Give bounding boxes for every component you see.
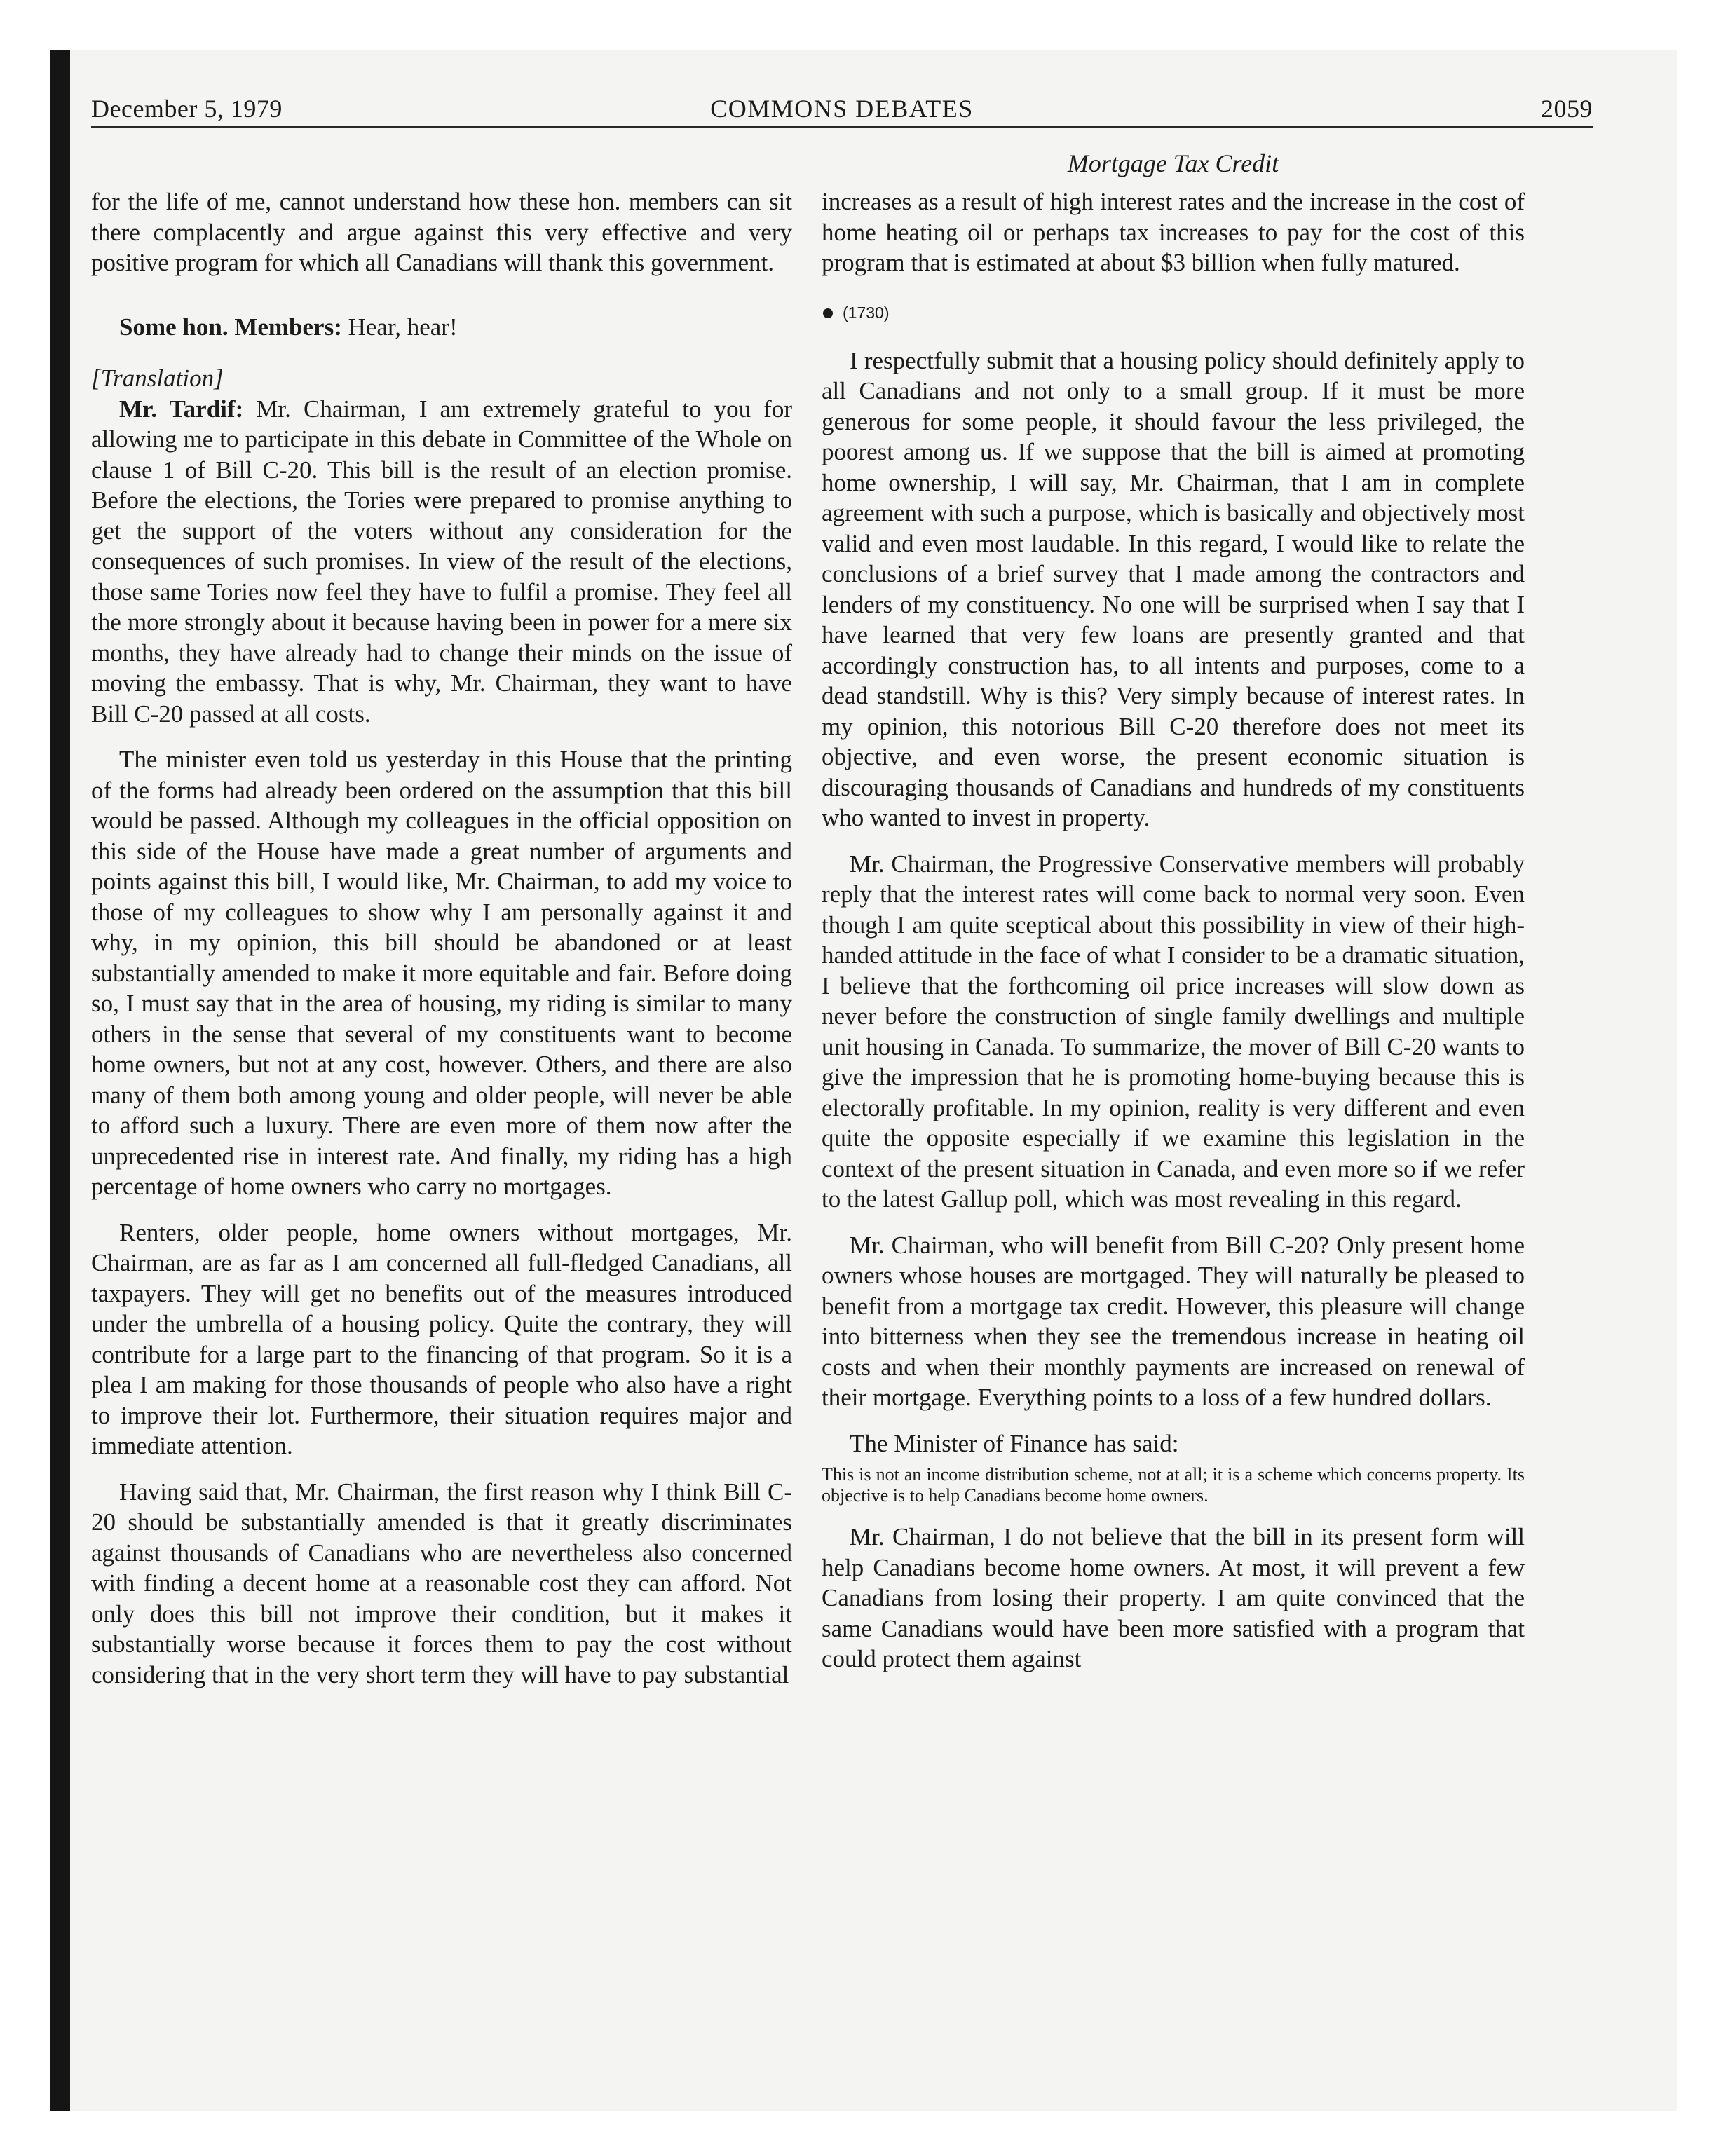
paragraph: The minister even told us yesterday in this House that the printing of the forms had already been ordered on the assumption that this bill would be passed. Although my colleagues in the official opposition on this side of the House have made a great number of arguments and points against this bill, I would like, Mr. Chairman, to add my voice to those of my colleagues to show why I am personally against it and why, in my opinion, this bill should be abandoned or at least substantially amended to make it more equitable and fair. Before doing so, I must say that in the area of housing, my riding is similar to many others in the sense that several of my constituents want to become home owners, but not at any cost, however. Others, and there are also many of them both among young and older people, will never be able to afford such a luxury. There are even more of them now after the unprecedented rise in interest rate. And finally, my riding has a high percentage of home owners who carry no mortgages. (91, 746, 792, 1200)
header-page-number: 2059 (1541, 95, 1593, 123)
page-header (91, 94, 1593, 126)
translation-tag: [Translation] (91, 364, 224, 392)
paragraph: Mr. Chairman, I do not believe that the bill in its present form will help Canadians become home owners. At most, it will prevent a few Canadians from losing their property. I am quite convinced that the same Canadians would have been more satisfied with a program that could protect them against (822, 1523, 1525, 1672)
interjection (91, 312, 792, 343)
speaker-text: Mr. Chairman, I am extremely grateful to you for allowing me to participate in this debate in Committee of the Whole on clause 1 of Bill C-20. This bill is the result of an election promise. Before the elections, the Tories were prepared to promise anything to get the support of the voters without any consideration for the consequences of such promises. In view of the result of the elections, those same Tories now feel they have to fulfil a promise. They feel all the more strongly about it because having been in power for a mere six months, they have already had to change their minds on the issue of moving the embassy. That is why, Mr. Chairman, they want to have Bill C-20 passed at all costs. (91, 395, 792, 728)
right-column (822, 186, 1525, 1674)
time-marker (822, 298, 1525, 329)
header-date: December 5, 1979 (91, 95, 283, 123)
paragraph: Renters, older people, home owners without mortgages, Mr. Chairman, are as far as I am concerned all full-fledged Canadians, all taxpayers. They will get no benefits out of the measures introduced under the umbrella of a housing policy. Quite the contrary, they will contribute for a large part to the financing of that program. So it is a plea I am making for those thousands of people who also have a right to improve their lot. Furthermore, their situation requires major and immediate attention. (91, 1218, 792, 1459)
speaker-name: Some hon. Members: (119, 313, 342, 341)
paragraph: I respectfully submit that a housing policy should definitely apply to all Canadians and not only to a small group. If it must be more generous for some people, it should favour the less privileged, the poorest among us. If we suppose that the bill is aimed at promoting home ownership, I will say, Mr. Chairman, that I am in complete agreement with such a purpose, which is basically and objectively most valid and even most laudable. In this regard, I would like to relate the conclusions of a brief survey that I made among the contractors and lenders of my constituency. No one will be surprised when I say that I have learned that very few loans are presently granted and that accordingly construction has, to all intents and purposes, come to a dead standstill. Why is this? Very simply because of interest rates. In my opinion, this notorious Bill C-20 therefore does not meet its objective, and even worse, the present economic situation is discouraging thousands of Canadians and hundreds of my constituents who wanted to invest in property. (822, 346, 1525, 831)
scan-edge-bar (50, 50, 70, 2111)
paragraph: Having said that, Mr. Chairman, the first reason why I think Bill C-20 should be substantially amended is that it greatly discriminates against thousands of Canadians who are nevertheless also concerned with finding a decent home at a reasonable cost they can afford. Not only does this bill not improve their condition, but it makes it substantially worse because it forces them to pay the cost without considering that in the very short term they will have to pay substantial (91, 1478, 792, 1688)
paragraph: Mr. Chairman, the Progressive Conservative members will probably reply that the interest rates will come back to normal very soon. Even though I am quite sceptical about this possibility in view of their high-handed attitude in the face of what I consider to be a dramatic situation, I believe that the forthcoming oil price increases will slow down as never before the construction of single family dwellings and multiple unit housing in Canada. To summarize, the mover of Bill C-20 wants to give the impression that he is promoting home-buying because this is electorally profitable. In my opinion, reality is very different and even quite the opposite especially if we examine this legislation in the context of the present situation in Canada, and even more so if we refer to the latest Gallup poll, which was most revealing in this regard. (822, 850, 1525, 1213)
bullet-icon (823, 308, 833, 318)
header-title: COMMONS DEBATES (710, 95, 974, 123)
block-quote: This is not an income distribution scheme, not at all; it is a scheme which concerns property. Its objective is to help Canadians become home owners. (822, 1464, 1525, 1506)
paragraph: Mr. Chairman, who will benefit from Bill C-20? Only present home owners whose houses are mortgaged. They will naturally be pleased to benefit from a mortgage tax credit. However, this pleasure will change into bitterness when they see the tremendous increase in heating oil costs and when their monthly payments are increased on renewal of their mortgage. Everything points to a loss of a few hundred dollars. (822, 1231, 1525, 1411)
time-marker-text: (1730) (843, 303, 890, 322)
speaker-name: Mr. Tardif: (119, 395, 244, 423)
paragraph: The Minister of Finance has said: (850, 1429, 1179, 1457)
left-column (91, 186, 792, 1690)
running-head: Mortgage Tax Credit (1067, 149, 1279, 177)
paragraph: increases as a result of high interest rates and the increase in the cost of home heating oil or perhaps tax increases to pay for the cost of this program that is estimated at about $3 billion when fully matured. (822, 188, 1525, 276)
speech-paragraph (91, 394, 792, 730)
paragraph: for the life of me, cannot understand how these hon. members can sit there complacently and argue against this very effective and very positive program for which all Canadians will thank this government. (91, 188, 792, 276)
speaker-text: Hear, hear! (341, 313, 458, 341)
header-rule (91, 126, 1593, 128)
